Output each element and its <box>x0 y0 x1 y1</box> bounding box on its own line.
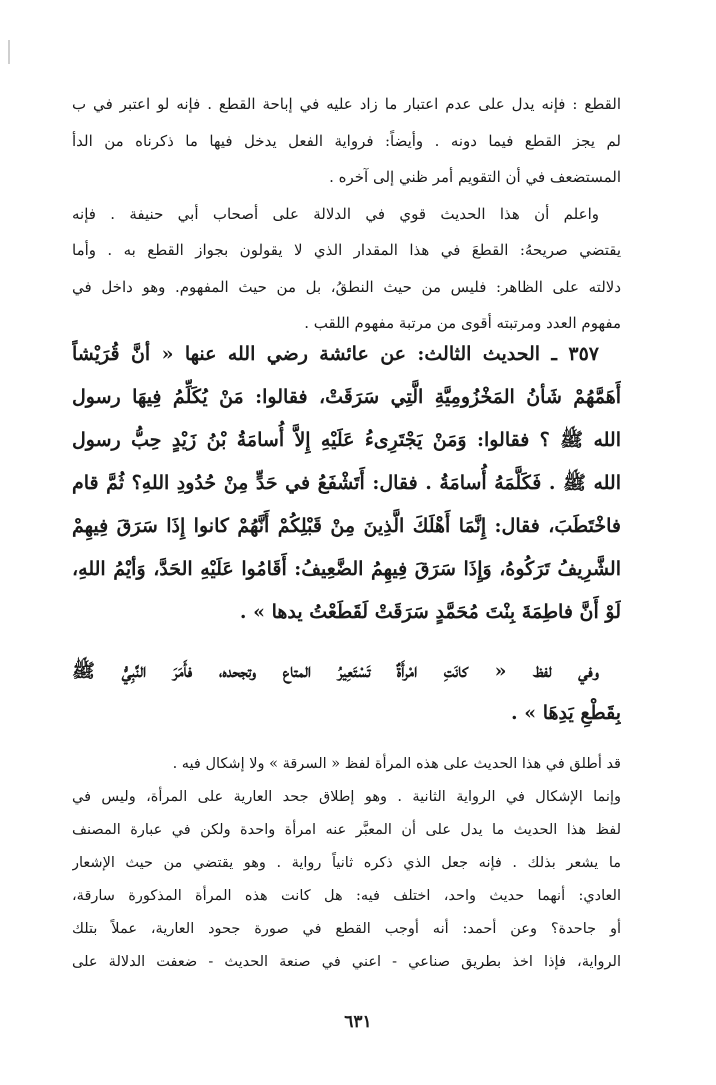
hadith-line: فاخْتَطَبَ، فقال: إِنَّمَا أَهْلَكَ الَّذِينَ مِنْ قَبْلِكُمْ أَنَّهُمْ كانوا إِذَا سَرَقَ فِيهِمْ <box>72 515 621 537</box>
text-line: لم يجز القطع فيما دونه . وأيضاً: فرواية الفعل يدخل فيها ما ذكرناه من الدأ <box>72 131 621 150</box>
page-number: ٦٣١ <box>344 1012 372 1032</box>
commentary-top <box>72 86 621 342</box>
text-line: لفظ هذا الحديث ما يدل على أن المعبَّر عنه امرأة واحدة ولكن في عبارة المصنف <box>72 822 621 838</box>
text-line: مفهوم العدد ومرتبته أقوى من مرتبة مفهوم اللقب . <box>304 314 621 332</box>
text-line: وإنما الإشكال في الرواية الثانية . وهو إطلاق جحد العارية على المرأة، وليس في <box>72 789 621 805</box>
text-line: العادي: أنهما حديث واحد، اختلف فيه: هل كانت هذه المرأة المذكورة سارقة، <box>72 888 621 904</box>
hadith-line: أَهَمَّهُمْ شَأنُ المَخْزُومِيَّةِ الَّتِي سَرَقَتْ، فقالوا: مَنْ يُكَلِّمُ فِيهَا رسول <box>72 386 621 408</box>
variant-line: وفي لفظ « كانَتِ امْرأَةٌ تَسْتَعِيرُ المتاع وتجحده، فأَمَرَ النَّبِيُّ ﷺ <box>72 660 599 682</box>
text-line: واعلم أن هذا الحديث قوي في الدلالة على أصحاب أبي حنيفة . فإنه <box>72 204 599 223</box>
text-line: القطع : فإنه يدل على عدم اعتبار ما زاد عليه في إباحة القطع . فإنه لو اعتبر في ب <box>72 95 621 113</box>
hadith-line: لَوْ أَنَّ فاطِمَةَ بِنْتَ مُحَمَّدٍ سَرَقَتْ لَقَطَعْتُ يدها » . <box>239 601 621 623</box>
hadith-text <box>72 333 621 634</box>
text-line: المستضعف في أن التقويم أمر ظني إلى آخره . <box>329 168 621 186</box>
hadith-line: الشَّرِيفُ تَرَكُوهُ، وَإِذَا سَرَقَ فِيهِمُ الضَّعِيفُ: أَقَامُوا عَلَيْهِ الحَدَّ، وَأيْمُ اللهِ، <box>72 558 621 580</box>
variant-line: بِقَطْعِ يَدِهَا » . <box>510 702 621 724</box>
text-line: دلالته على الظاهر: فليس من حيث النطقُ، بل من حيث المفهوم. وهو داخل في <box>72 277 621 296</box>
text-line: ما يشعر بذلك . فإنه جعل الذي ذكره ثانياً رواية . وهو يقتضي من حيث الإشعار <box>72 855 621 871</box>
text-line: قد أطلق في هذا الحديث على هذه المرأة لفظ « السرقة » ولا إشكال فيه . <box>172 756 621 772</box>
hadith-line: الله ﷺ . فَكَلَّمَهُ أُسامَةُ . فقال: أَتَشْفَعُ في حَدٍّ مِنْ حُدُودِ اللهِ؟ ثُمَّ قام <box>72 472 621 494</box>
text-line: يقتضي صريحهُ: القطعَ في هذا المقدار الذي لا يقولون بجواز القطع به . وأما <box>72 241 621 259</box>
text-line: أو جاحدة؟ وعن أحمد: أنه أوجب القطع في صورة جحود العارية، عملاً بتلك <box>72 921 621 937</box>
hadith-line: الله ﷺ ؟ فقالوا: وَمَنْ يَجْتَرِىءُ عَلَيْهِ إِلاَّ أُسامَةُ بْنُ زَيْدٍ حِبُّ رسول <box>72 429 621 451</box>
commentary-notes <box>72 748 621 979</box>
hadith-variant <box>72 650 621 734</box>
hadith-line: ٣٥٧ ـ الحديث الثالث: عن عائشة رضي الله عنها « أنَّ قُرَيْشاً <box>72 343 599 365</box>
text-line: الرواية، فإذا اخذ بطريق صناعي - اعني في صنعة الحديث - ضعفت الدلالة على <box>72 954 621 970</box>
margin-mark <box>8 40 10 64</box>
